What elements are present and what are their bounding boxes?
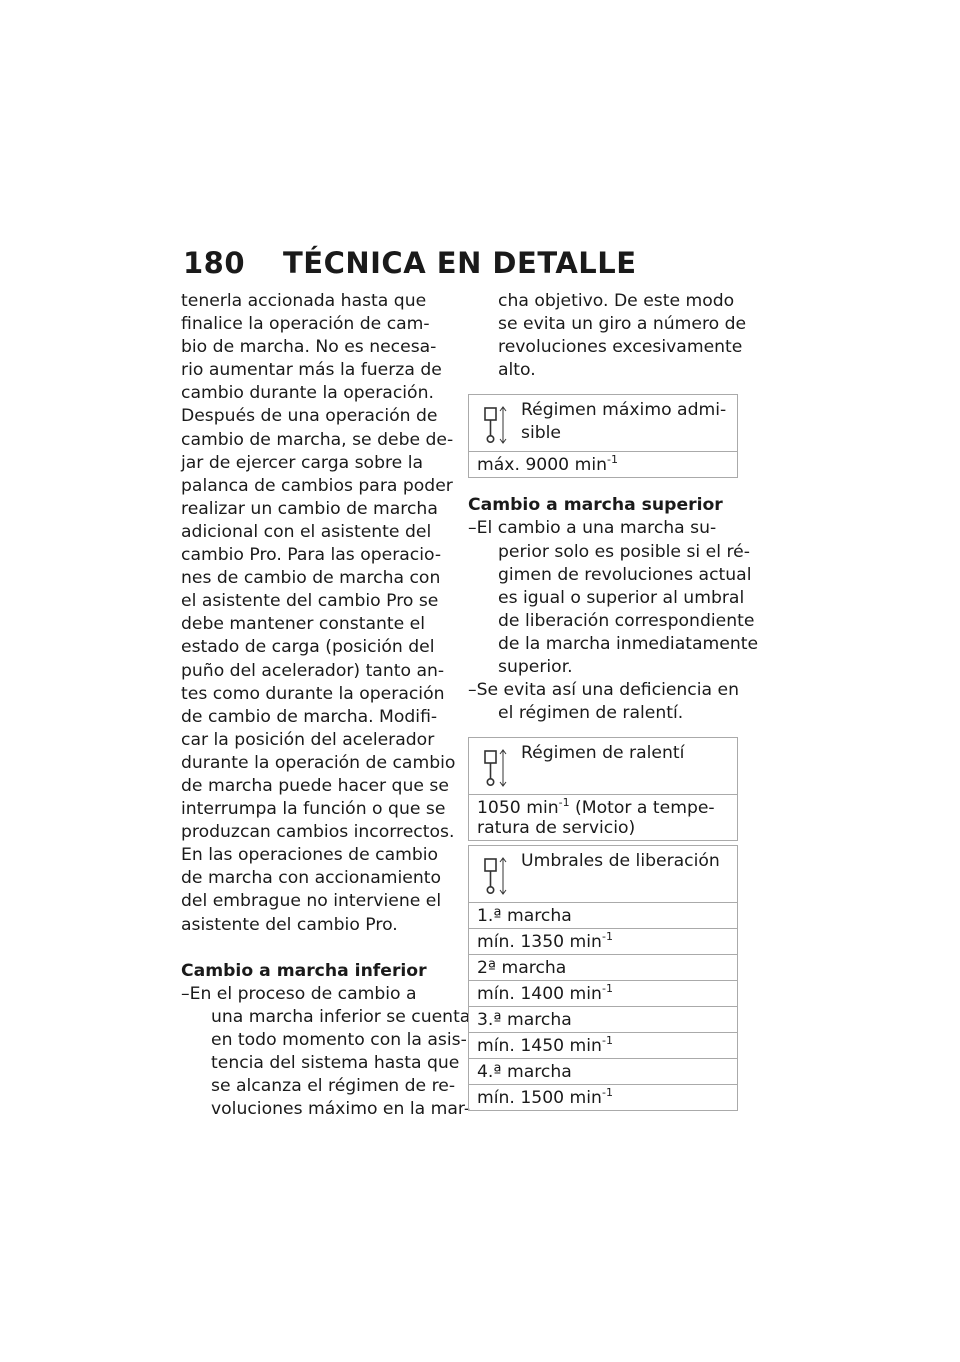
upshift-list-item: [468, 517, 759, 679]
text-line: tenerla accionada hasta que: [181, 291, 427, 311]
text-line: el régimen de ralentí.: [498, 703, 684, 724]
text-line: Después de una operación de: [181, 406, 438, 427]
shift-threshold-box: [468, 845, 738, 1111]
text-line: de liberación correspondiente: [498, 610, 755, 631]
text-line: nes de cambio de marcha con: [181, 568, 441, 589]
text-line: de cambio de marcha. Modifi-: [181, 706, 438, 727]
text-line: asistente del cambio Pro.: [181, 914, 398, 935]
page-header: [183, 246, 637, 280]
value-text: mín. 1400 min: [477, 984, 602, 1005]
gear-label: 1.ª marcha: [469, 903, 737, 929]
gear-threshold-value: [469, 1085, 737, 1110]
text-line: finalice la operación de cam-: [181, 314, 430, 335]
text-line: bio de marcha. No es necesa-: [181, 337, 437, 358]
box-title: Régimen de ralentí: [521, 743, 685, 764]
downshift-list-item: [181, 983, 471, 1122]
text-line: –En el proceso de cambio a: [181, 983, 417, 1004]
text-line: adicional con el asistente del: [181, 521, 432, 542]
text-line: de marcha puede hacer que se: [181, 775, 449, 796]
box-header: [469, 395, 737, 452]
text-line: car la posición del acelerador: [181, 729, 435, 750]
box-title: Umbrales de liberación: [521, 851, 720, 872]
box-header: [469, 846, 737, 903]
upshift-list-item: [468, 679, 738, 725]
gear-label: 2ª marcha: [469, 955, 737, 981]
text-line: produzcan cambios incorrectos.: [181, 822, 455, 843]
text-line: jar de ejercer carga sobre la: [181, 452, 424, 473]
text-line: alto.: [498, 360, 536, 381]
page-number: 180: [183, 246, 246, 280]
piston-rpm-icon: [483, 856, 509, 896]
unit-exponent: -1: [558, 795, 570, 809]
text-line: de marcha con accionamiento: [181, 868, 441, 889]
unit-exponent: -1: [607, 452, 618, 466]
gear-label: 3.ª marcha: [469, 1007, 737, 1033]
text-line: palanca de cambios para poder: [181, 475, 453, 496]
idle-rpm-box: [468, 737, 738, 841]
text-line: interrumpa la función o que se: [181, 799, 446, 820]
text-line: se alcanza el régimen de re-: [211, 1076, 456, 1097]
text-line: En las operaciones de cambio: [181, 845, 439, 866]
gear-threshold-value: [469, 981, 737, 1007]
text-line: durante la operación de cambio: [181, 752, 456, 773]
text-line: –El cambio a una marcha su-: [468, 518, 717, 539]
left-column: [181, 290, 471, 1121]
text-line: voluciones máximo en la mar-: [211, 1099, 471, 1120]
downshift-heading: Cambio a marcha inferior: [181, 960, 427, 981]
intro-paragraph: [181, 290, 456, 937]
text-line: se evita un giro a número de: [498, 314, 747, 335]
text-line: superior.: [498, 657, 573, 678]
box-title: [521, 399, 731, 445]
text-line: del embrague no interviene el: [181, 891, 442, 912]
value-text: 1050 min: [477, 798, 559, 819]
piston-rpm-icon: [483, 748, 509, 788]
box-title-line: Régimen máximo admi-: [521, 400, 727, 421]
unit-exponent: -1: [601, 929, 613, 943]
page-title: TÉCNICA EN DETALLE: [283, 246, 637, 280]
value-text: (Motor a tempe-: [569, 798, 715, 819]
text-line: puño del acelerador) tanto an-: [181, 660, 445, 681]
text-line: cambio Pro. Para las operacio-: [181, 545, 442, 566]
value-text: mín. 1500 min: [477, 1088, 602, 1109]
text-line: realizar un cambio de marcha: [181, 498, 438, 519]
value-text: mín. 1350 min: [477, 932, 602, 953]
unit-exponent: -1: [601, 981, 613, 995]
value-text: ratura de servicio): [477, 818, 636, 839]
text-line: una marcha inferior se cuenta: [211, 1006, 471, 1027]
box-title-line: sible: [521, 423, 561, 444]
text-line: revoluciones excesivamente: [498, 337, 743, 358]
text-line: en todo momento con la asis-: [211, 1029, 467, 1050]
right-column: [468, 290, 759, 1111]
text-line: estado de carga (posición del: [181, 637, 435, 658]
unit-exponent: -1: [601, 1085, 613, 1099]
value-text: máx. 9000 min: [477, 455, 607, 476]
unit-exponent: -1: [601, 1033, 613, 1047]
max-rpm-value: [469, 452, 737, 477]
text-line: es igual o superior al umbral: [498, 587, 745, 608]
idle-rpm-value: [469, 795, 737, 840]
text-line: de la marcha inmediatamente: [498, 633, 759, 654]
text-line: gimen de revoluciones actual: [498, 564, 752, 585]
box-header: [469, 738, 737, 795]
text-line: tencia del sistema hasta que: [211, 1053, 460, 1073]
text-line: cha objetivo. De este modo: [498, 291, 735, 311]
value-text: mín. 1450 min: [477, 1036, 602, 1057]
gear-label: 4.ª marcha: [469, 1059, 737, 1085]
max-rpm-box: [468, 394, 738, 478]
gear-threshold-value: [469, 1033, 737, 1059]
text-line: debe mantener constante el: [181, 614, 426, 635]
text-line: tes como durante la operación: [181, 683, 445, 704]
text-line: el asistente del cambio Pro se: [181, 591, 439, 612]
piston-rpm-icon: [483, 405, 509, 445]
text-line: cambio de marcha, se debe de-: [181, 429, 454, 450]
text-line: –Se evita así una deficiencia en: [468, 680, 739, 701]
gear-threshold-value: [469, 929, 737, 955]
text-line: cambio durante la operación.: [181, 383, 434, 404]
upshift-heading: Cambio a marcha superior: [468, 495, 723, 516]
text-line: rio aumentar más la fuerza de: [181, 360, 442, 381]
downshift-continuation: [468, 290, 747, 382]
text-line: perior solo es posible si el ré-: [498, 541, 750, 562]
